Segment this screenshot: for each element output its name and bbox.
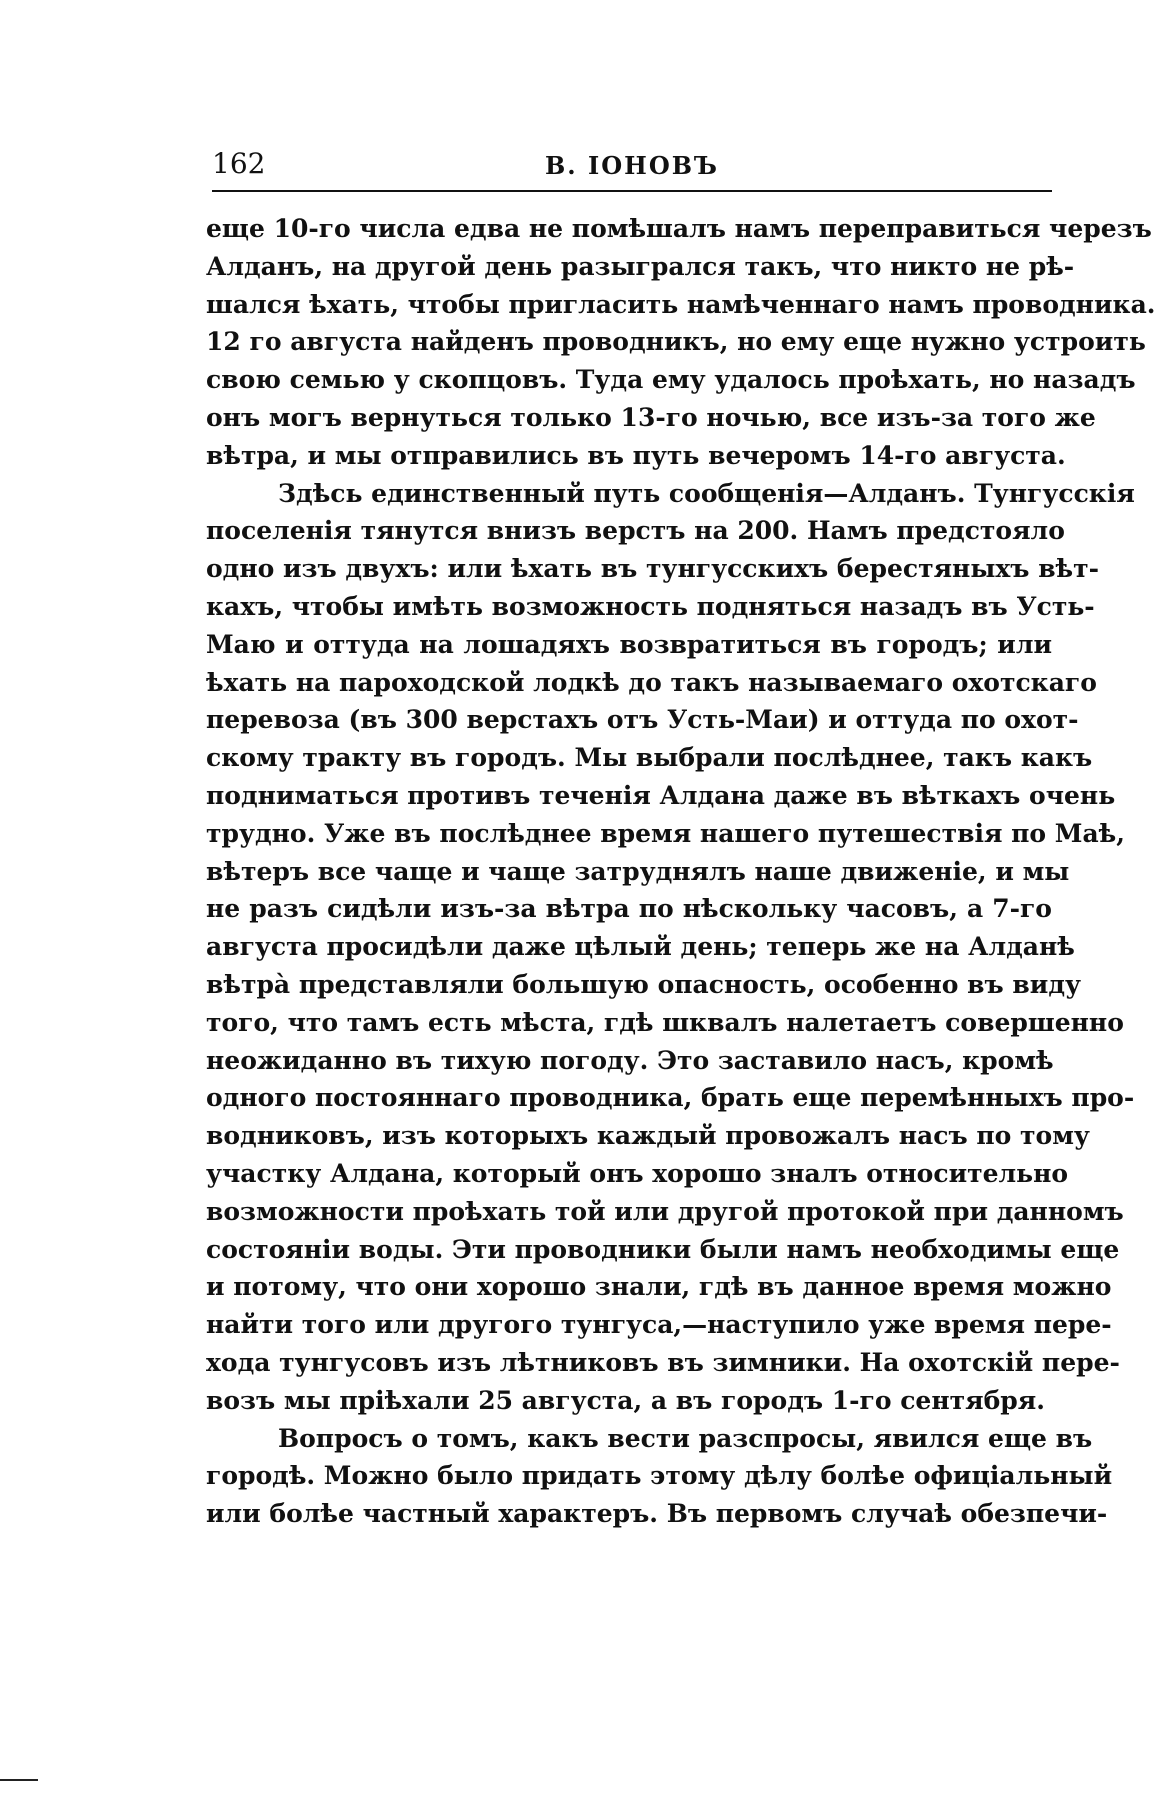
text-line: Вопросъ о томъ, какъ вести разспросы, явился еще въ xyxy=(278,1423,1093,1453)
text-line: хода тунгусовъ изъ лѣтниковъ въ зимники. На охотскій пере- xyxy=(206,1347,1120,1377)
text-line: 12 го августа найденъ проводникъ, но ему еще нужно устроить xyxy=(206,327,1146,357)
text-line: не разъ сидѣли изъ-за вѣтра по нѣскольку часовъ, а 7-го xyxy=(206,894,1052,924)
text-line: кахъ, чтобы имѣть возможность подняться назадъ въ Усть- xyxy=(206,591,1095,621)
text-line: одно изъ двухъ: или ѣхать въ тунгусскихъ берестяныхъ вѣт- xyxy=(206,554,1100,584)
text-line: подниматься противъ теченія Алдана даже въ вѣткахъ очень xyxy=(206,780,1116,810)
text-line: вѣтра, и мы отправились въ путь вечеромъ 14-го августа. xyxy=(206,440,1066,470)
text-line: скому тракту въ городъ. Мы выбрали послѣднее, такъ какъ xyxy=(206,743,1093,773)
text-line: вѣтрà представляли большую опасность, особенно въ виду xyxy=(206,969,1081,999)
text-line: Маю и оттуда на лошадяхъ возвратиться въ городъ; или xyxy=(206,629,1052,659)
text-line: или болѣе частный характеръ. Въ первомъ случаѣ обезпечи- xyxy=(206,1499,1108,1529)
scan-edge-mark xyxy=(0,1779,38,1781)
text-line: поселенія тянутся внизъ верстъ на 200. Намъ предстояло xyxy=(206,516,1065,546)
text-line: трудно. Уже въ послѣднее время нашего путешествія по Маѣ, xyxy=(206,818,1125,848)
text-line: городѣ. Можно было придать этому дѣлу болѣе офиціальный xyxy=(206,1461,1113,1491)
text-line: участку Алдана, который онъ хорошо зналъ относительно xyxy=(206,1158,1069,1188)
text-line: свою семью у скопцовъ. Туда ему удалось проѣхать, но назадъ xyxy=(206,365,1136,395)
text-line: неожиданно въ тихую погоду. Это заставило насъ, кромѣ xyxy=(206,1045,1054,1075)
text-line: возможности проѣхать той или другой протокой при данномъ xyxy=(206,1196,1124,1226)
text-line: шался ѣхать, чтобы пригласить намѣченнаго намъ проводника. xyxy=(206,289,1155,319)
text-line: онъ могъ вернуться только 13-го ночью, все изъ-за того же xyxy=(206,402,1096,432)
page-number: 162 xyxy=(212,147,266,180)
text-line: Алданъ, на другой день разыгрался такъ, что никто не рѣ- xyxy=(206,251,1075,281)
text-line: августа просидѣли даже цѣлый день; теперь же на Алданѣ xyxy=(206,932,1075,962)
text-line: еще 10-го числа едва не помѣшалъ намъ переправиться черезъ xyxy=(206,214,1152,243)
text-line: найти того или другого тунгуса,—наступило уже время пере- xyxy=(206,1310,1112,1340)
text-line: водниковъ, изъ которыхъ каждый провожалъ насъ по тому xyxy=(206,1121,1090,1151)
running-title: В. ІОНОВЪ xyxy=(545,151,719,180)
running-head xyxy=(212,146,1052,188)
text-line: одного постояннаго проводника, брать еще перемѣнныхъ про- xyxy=(206,1083,1135,1113)
text-line: состояніи воды. Эти проводники были намъ необходимы еще xyxy=(206,1234,1120,1264)
header-rule xyxy=(212,190,1052,192)
text-line: того, что тамъ есть мѣста, гдѣ шквалъ налетаетъ совершенно xyxy=(206,1007,1124,1037)
body-text xyxy=(206,210,1155,1533)
text-line: и потому, что они хорошо знали, гдѣ въ данное время можно xyxy=(206,1272,1112,1302)
text-line: вѣтеръ все чаще и чаще затруднялъ наше движеніе, и мы xyxy=(206,856,1070,886)
text-line: ѣхать на пароходской лодкѣ до такъ называемаго охотскаго xyxy=(206,667,1097,697)
text-line: перевоза (въ 300 верстахъ отъ Усть-Маи) и оттуда по охот- xyxy=(206,705,1079,735)
text-line: Здѣсь единственный путь сообщенія—Алданъ. Тунгусскія xyxy=(278,478,1135,508)
text-line: возъ мы пріѣхали 25 августа, а въ городъ 1-го сентября. xyxy=(206,1385,1045,1415)
